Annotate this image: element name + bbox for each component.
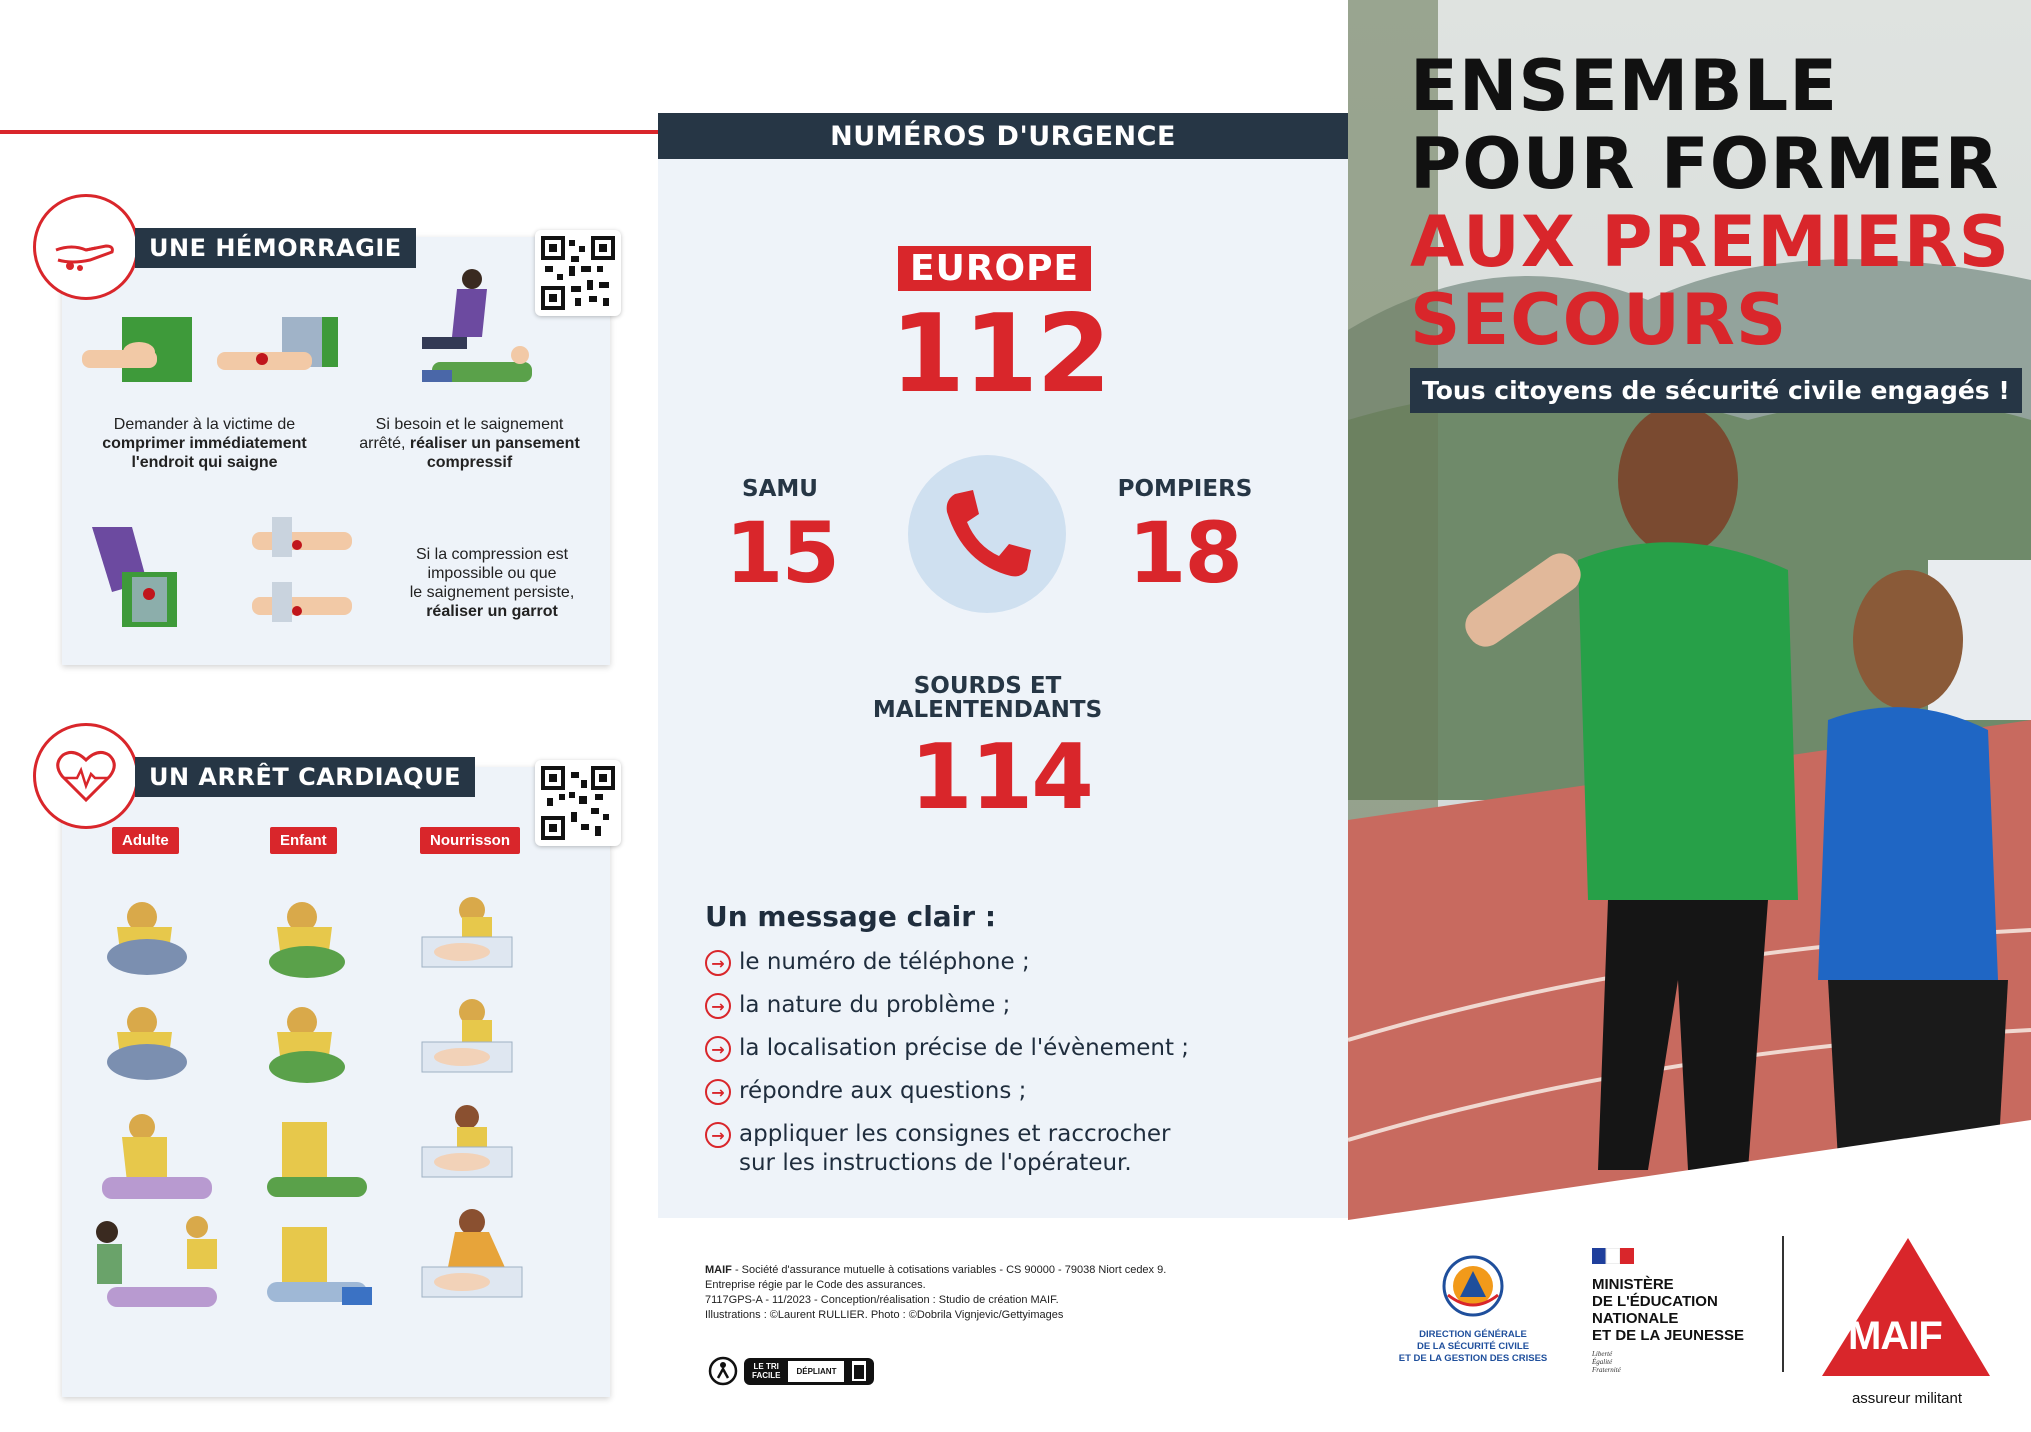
hemorragie-card: [62, 237, 610, 665]
heart-pulse-icon: [33, 723, 139, 829]
legal-mentions: MAIF - Société d'assurance mutuelle à cotisations variables - CS 90000 - 79038 Niort cedex 9. Entreprise régie par le Code des assurances. 7117GPS-A - 11/2023 - Conception/réalisation : Studio de création MAIF. Illustrations : ©Laurent RULLIER. Photo : ©Dobrila Vignjevic/Gettyimages: [705, 1264, 1167, 1321]
tourniquet-arm-illustration: [242, 507, 362, 637]
arrow-right-icon: →: [705, 1079, 731, 1105]
recycle-person-icon: [708, 1356, 738, 1386]
infant-step-2: [422, 999, 512, 1072]
message-list: [705, 948, 1189, 1178]
top-red-rule: [0, 130, 660, 134]
samu-number: 15: [725, 504, 838, 602]
ministere-logo: MINISTÈRE DE L'ÉDUCATION NATIONALE ET DE LA JEUNESSE Liberté Égalité Fraternité: [1592, 1248, 1744, 1374]
europe-number: 112: [890, 292, 1110, 417]
hero-subtitle: Tous citoyens de sécurité civile engagés !: [1410, 368, 2022, 413]
hero-title-line4: SECOURS: [1410, 279, 1788, 361]
child-step-3: [267, 1122, 367, 1197]
bin-icon: [852, 1361, 866, 1381]
list-item: → appliquer les consignes et raccrocher sur les instructions de l'opérateur.: [705, 1120, 1189, 1178]
child-step-2: [269, 1007, 345, 1083]
list-item: → le numéro de téléphone ;: [705, 948, 1189, 977]
hemorragie-title: UNE HÉMORRAGIE: [135, 228, 416, 268]
list-item: → la localisation précise de l'évènement ;: [705, 1034, 1189, 1063]
adult-step-3: [102, 1114, 212, 1199]
sourds-label: SOURDS ET MALENTENDANTS: [872, 673, 1103, 723]
arrow-right-icon: →: [705, 1036, 731, 1062]
hand-compress-arm-illustration: [77, 312, 197, 392]
list-item: → la nature du problème ;: [705, 991, 1189, 1020]
cpr-steps-illustrations: [87, 892, 587, 1392]
hemo-caption-1: Demander à la victime de comprimer immédiatement l'endroit qui saigne: [102, 416, 307, 471]
urgence-header: NUMÉROS D'URGENCE: [658, 113, 1348, 159]
hemo-caption-2: Si besoin et le saignement arrêté, réaliser un pansement compressif: [359, 416, 580, 471]
arrow-right-icon: →: [705, 1122, 731, 1148]
child-step-1: [269, 902, 345, 978]
adult-step-2: [107, 1007, 187, 1080]
bleeding-hand-icon: [33, 194, 139, 300]
arrow-right-icon: →: [705, 950, 731, 976]
photo-diagonal-mask: [1348, 1120, 2031, 1250]
arrow-right-icon: →: [705, 993, 731, 1019]
list-item: → répondre aux questions ;: [705, 1077, 1189, 1106]
infant-step-3: [422, 1105, 512, 1177]
tri-facile-badge: LE TRI FACILE DÉPLIANT: [708, 1356, 874, 1386]
adult-step-1: [107, 902, 187, 975]
infant-step-4: [422, 1209, 522, 1297]
bandage-victim-illustration: [402, 267, 532, 392]
cardiaque-card: [62, 767, 610, 1397]
wound-arm-illustration: [212, 312, 342, 392]
samu-label: SAMU: [742, 476, 818, 502]
tourniquet-apply-illustration: [87, 522, 207, 632]
infant-step-1: [422, 897, 512, 967]
cardiaque-qr-code[interactable]: [535, 760, 621, 846]
europe-label: EUROPE: [898, 246, 1091, 291]
tag-adulte: Adulte: [112, 827, 179, 854]
pompiers-number: 18: [1128, 504, 1241, 602]
cardiaque-title: UN ARRÊT CARDIAQUE: [135, 757, 475, 797]
maif-logo: MAIF assureur militant: [1818, 1236, 1996, 1407]
dgscgc-logo: DIRECTION GÉNÉRALE DE LA SÉCURITÉ CIVILE ET DE LA GESTION DES CRISES: [1398, 1255, 1548, 1365]
sourds-number: 114: [910, 725, 1092, 830]
message-title: Un message clair :: [705, 900, 997, 933]
marianne-flag-icon: [1592, 1248, 1634, 1264]
adult-step-4: [96, 1216, 217, 1307]
hero-title-line3: AUX PREMIERS: [1410, 201, 2011, 283]
tag-nourrisson: Nourrisson: [420, 827, 520, 854]
logo-divider: [1782, 1236, 1784, 1372]
hero-title-line2: POUR FORMER: [1410, 123, 2000, 205]
tag-enfant: Enfant: [270, 827, 337, 854]
civil-security-emblem-icon: [1442, 1255, 1504, 1317]
pompiers-label: POMPIERS: [1117, 476, 1253, 502]
phone-icon: [908, 455, 1066, 613]
hero-title-line1: ENSEMBLE: [1410, 45, 1839, 127]
child-step-4: [267, 1227, 372, 1305]
hemorragie-qr-code[interactable]: [535, 230, 621, 316]
hemo-caption-3: Si la compression est impossible ou que le saignement persiste, réaliser un garrot: [409, 546, 575, 620]
